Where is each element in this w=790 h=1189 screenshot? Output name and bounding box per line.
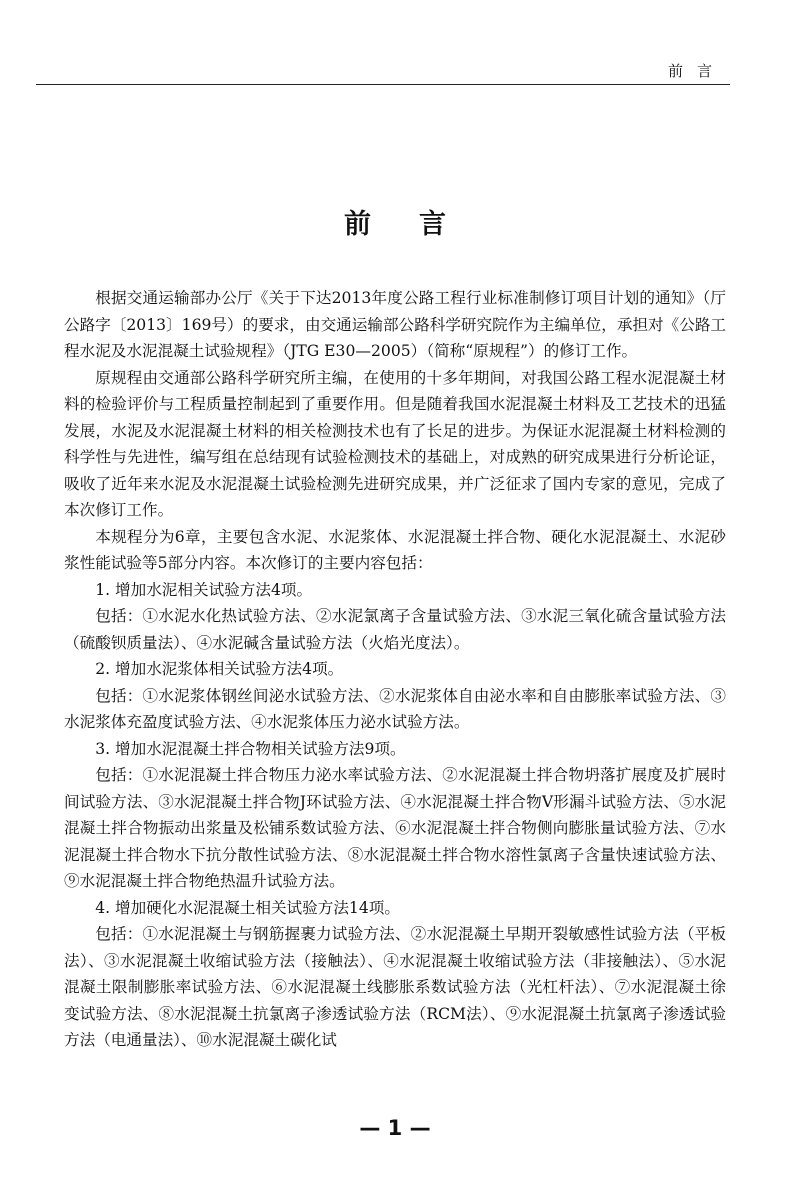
list-item-detail-2: 包括：①水泥浆体钢丝间泌水试验方法、②水泥浆体自由泌水率和自由膨胀率试验方法、③水泥浆体充盈度试验方法、④水泥浆体压力泌水试验方法。 [64, 686, 726, 731]
list-item-detail-4: 包括：①水泥混凝土与钢筋握裹力试验方法、②水泥混凝土早期开裂敏感性试验方法（平板法）、③水泥混凝土收缩试验方法（接触法）、④水泥混凝土收缩试验方法（非接触法）、⑤水泥混凝土限制膨胀率试验方法、⑥水泥混凝土线膨胀系数试验方法（光杠杆法）、⑦水泥混凝土徐变试验方法、⑧水泥混凝土抗氯离子渗透试验方法（RCM法）、⑨水泥混凝土抗氯离子渗透试验方法（电通量法）、⑩水泥混凝土碳化试 [64, 925, 726, 1049]
page-number: — 1 — [359, 1116, 431, 1140]
list-item-heading-2: 2. 增加水泥浆体相关试验方法4项。 [95, 660, 344, 678]
paragraph-background: 原规程由交通部公路科学研究所主编，在使用的十多年期间，对我国公路工程水泥混凝土材料的检验评价与工程质量控制起到了重要作用。但是随着我国水泥混凝土材料及工艺技术的迅猛发展，水泥及水泥混凝土材料的相关检测技术也有了长足的进步。为保证水泥混凝土材料检测的科学性与先进性，编写组在总结现有试验检测技术的基础上，对成熟的研究成果进行分析论证，吸收了近年来水泥及水泥混凝土试验检测先进研究成果，并广泛征求了国内专家的意见，完成了本次修订工作。 [64, 368, 726, 519]
list-item-detail-1: 包括：①水泥水化热试验方法、②水泥氯离子含量试验方法、③水泥三氧化硫含量试验方法（硫酸钡质量法）、④水泥碱含量试验方法（火焰光度法）。 [64, 607, 726, 652]
paragraph-intro: 根据交通运输部办公厅《关于下达2013年度公路工程行业标准制修订项目计划的通知》（厅公路字〔2013〕169号）的要求，由交通运输部公路科学研究院作为主编单位，承担对《公路工程水泥及水泥混凝土试验规程》（JTG E30—2005）（简称“原规程”）的修订工作。 [64, 289, 727, 360]
running-header [36, 58, 730, 85]
list-item-heading-3: 3. 增加水泥混凝土拌合物相关试验方法9项。 [95, 739, 406, 758]
list-item-detail-3: 包括：①水泥混凝土拌合物压力泌水率试验方法、②水泥混凝土拌合物坍落扩展度及扩展时间试验方法、③水泥混凝土拌合物J环试验方法、④水泥混凝土拌合物V形漏斗试验方法、⑤水泥混凝土拌合物振动出浆量及松铺系数试验方法、⑥水泥混凝土拌合物侧向膨胀量试验方法、⑦水泥混凝土拌合物水下抗分散性试验方法、⑧水泥混凝土拌合物水溶性氯离子含量快速试验方法、⑨水泥混凝土拌合物绝热温升试验方法。 [64, 766, 726, 890]
running-header-title: 前言 [667, 62, 726, 80]
body-text [64, 285, 726, 1054]
list-item-heading-1: 1. 增加水泥相关试验方法4项。 [95, 580, 313, 599]
paragraph-scope: 本规程分为6章，主要包含水泥、水泥浆体、水泥混凝土拌合物、硬化水泥混凝土、水泥砂浆性能试验等5部分内容。本次修订的主要内容包括： [64, 527, 726, 572]
list-item-heading-4: 4. 增加硬化水泥混凝土相关试验方法14项。 [95, 898, 400, 917]
page-title: 前言 [344, 209, 494, 240]
